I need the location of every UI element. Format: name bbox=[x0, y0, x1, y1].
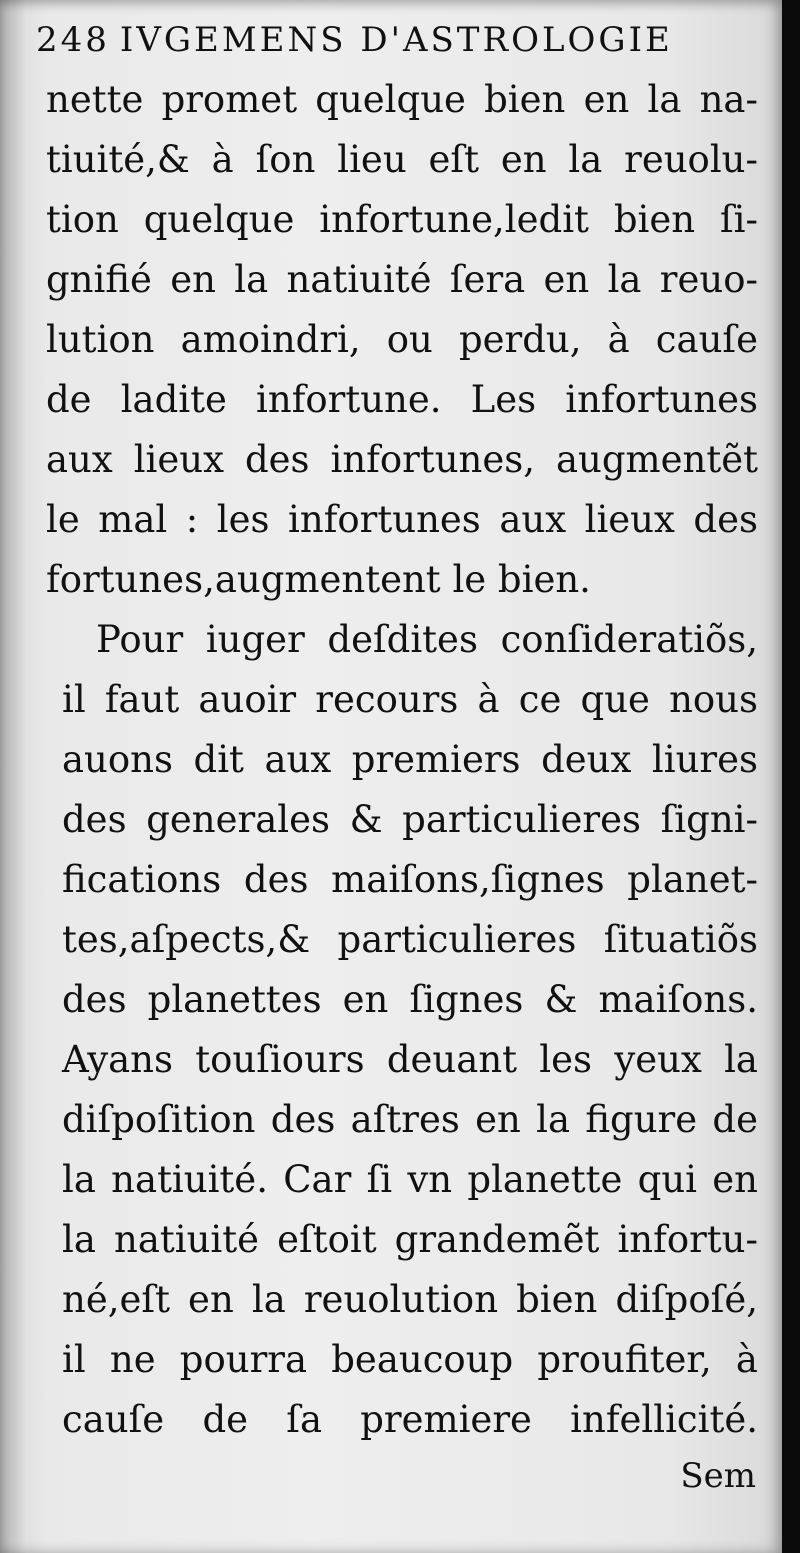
text-line: le mal : les infortunes aux lieux des bbox=[46, 498, 758, 541]
text-line: il faut auoir recours à ce que nous bbox=[62, 678, 758, 721]
text-line: gnifié en la natiuité ſera en la reuo- bbox=[46, 258, 758, 301]
text-line: aux lieux des infortunes, augmentẽt bbox=[46, 438, 758, 481]
text-line: fortunes,augmentent le bien. bbox=[46, 558, 591, 601]
text-line: lution amoindri, ou perdu, à cauſe bbox=[46, 318, 758, 361]
text-line: diſpoſition des aſtres en la figure de bbox=[62, 1098, 758, 1141]
text-line: auons dit aux premiers deux liures bbox=[62, 738, 758, 781]
paragraph-first-line: Pour iuger deſdites conſideratiõs, bbox=[96, 618, 758, 661]
catchword: Sem bbox=[680, 1456, 756, 1496]
spine-shadow bbox=[0, 0, 26, 1553]
page-edge-shadow bbox=[782, 0, 800, 1553]
text-line: nette promet quelque bien en la na- bbox=[46, 78, 758, 121]
text-line: des generales & particulieres ſigni- bbox=[62, 798, 758, 841]
page-text-block bbox=[36, 18, 758, 1502]
text-line: tion quelque infortune,ledit bien ſi- bbox=[46, 198, 758, 241]
page-number: 248 bbox=[36, 20, 110, 60]
running-title: IVGEMENS D'ASTROLOGIE bbox=[119, 20, 673, 60]
text-line: fications des maiſons,ſignes planet- bbox=[62, 858, 758, 901]
text-line: cauſe de ſa premiere infellicité. bbox=[62, 1398, 758, 1441]
text-line: tes,aſpects,& particulieres ſituatiõs bbox=[62, 918, 758, 961]
text-line: tiuité,& à ſon lieu eſt en la reuolu- bbox=[46, 138, 758, 181]
text-line: Ayans touſiours deuant les yeux la bbox=[62, 1038, 758, 1081]
running-head bbox=[36, 18, 758, 62]
text-line: il ne pourra beaucoup proufiter, à bbox=[62, 1338, 758, 1381]
text-line: des planettes en ſignes & maiſons. bbox=[62, 978, 758, 1021]
text-line: de ladite infortune. Les infortunes bbox=[46, 378, 758, 421]
text-line: la natiuité. Car ſi vn planette qui en bbox=[62, 1158, 758, 1201]
text-line: la natiuité eſtoit grandemẽt infortu- bbox=[62, 1218, 758, 1261]
text-line: né,eſt en la reuolution bien diſpoſé, bbox=[62, 1278, 758, 1321]
